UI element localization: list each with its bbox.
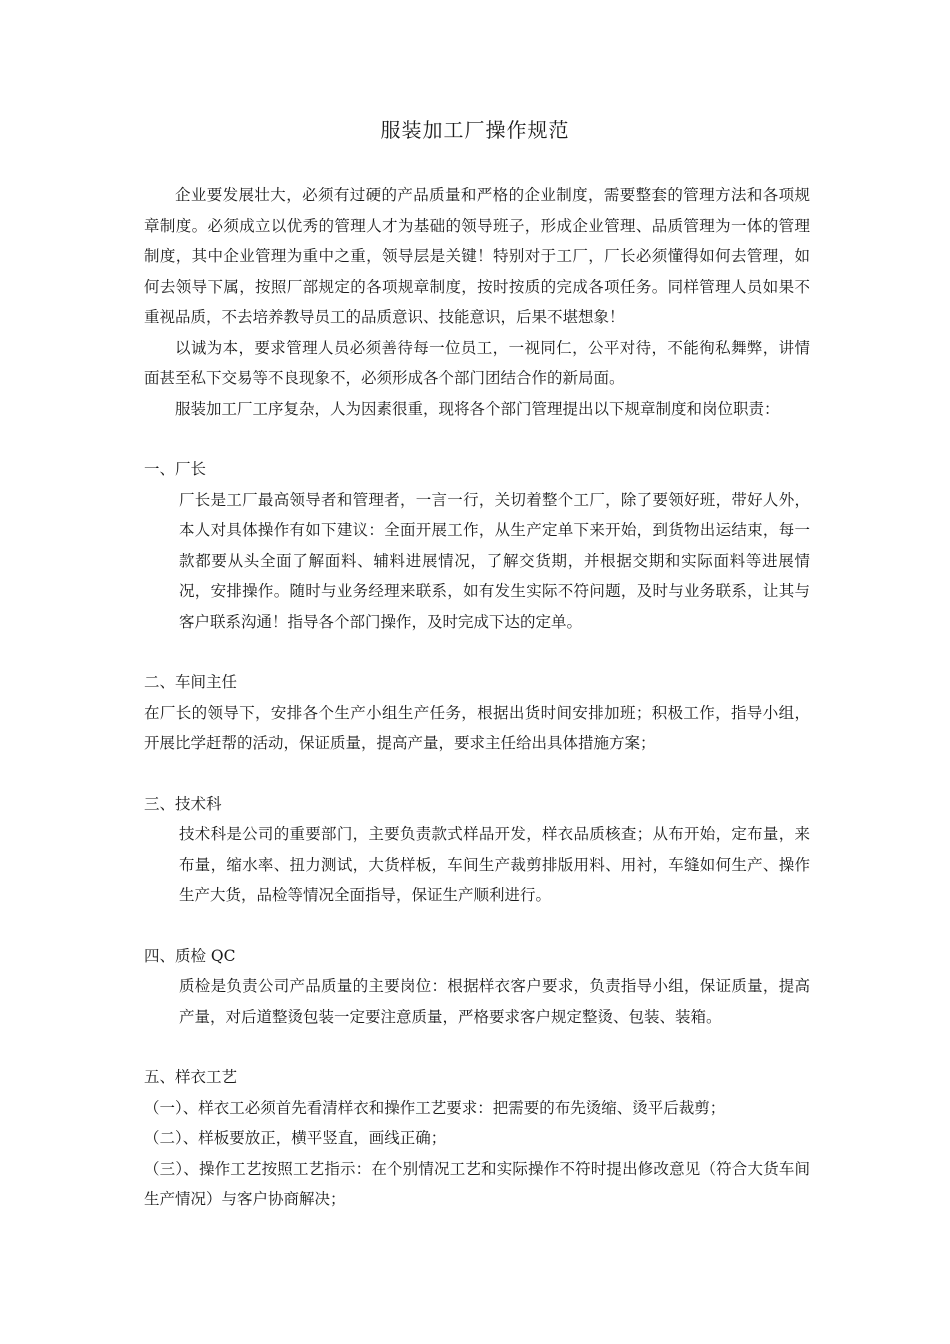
intro-paragraph-2: 以诚为本，要求管理人员必须善待每一位员工，一视同仁，公平对待，不能徇私舞弊，讲情面甚至私下交易等不良现象不，必须形成各个部门团结合作的新局面。: [144, 338, 810, 387]
intro-paragraph-1: 企业要发展壮大，必须有过硬的产品质量和严格的企业制度，需要整套的管理方法和各项规章制度。必须成立以优秀的管理人才为基础的领导班子，形成企业管理、品质管理为一体的管理制度，其中企业管理为重中之重，领导层是关键！特别对于工厂，厂长必须懂得如何去管理，如何去领导下属，按照厂部规定的各项规章制度，按时按质的完成各项任务。同样管理人员如果不重视品质，不去培养教导员工的品质意识、技能意识，后果不堪想象！: [144, 186, 810, 326]
section-heading-qc: 四、质检 QC: [144, 946, 236, 965]
document-body: [144, 180, 810, 1215]
section-text-qc: 质检是负责公司产品质量的主要岗位：根据样衣客户要求，负责指导小组，保证质量，提高产量，对后道整烫包装一定要注意质量，严格要求客户规定整烫、包装、装箱。: [179, 977, 810, 1026]
section-text-factory-director: 厂长是工厂最高领导者和管理者，一言一行，关切着整个工厂，除了要领好班，带好人外，本人对具体操作有如下建议：全面开展工作，从生产定单下来开始，到货物出运结束，每一款都要从头全面了解面料、辅料进展情况，了解交货期，并根据交期和实际面料等进展情况，安排操作。随时与业务经理来联系，如有发生实际不符问题，及时与业务联系，让其与客户联系沟通！指导各个部门操作，及时完成下达的定单。: [179, 490, 810, 631]
section-heading-factory-director: 一、厂长: [144, 460, 207, 478]
list-item: （一）、样衣工必须首先看清样衣和操作工艺要求：把需要的布先烫缩、烫平后裁剪；: [144, 1098, 726, 1117]
section-heading-workshop-director: 二、车间主任: [144, 673, 238, 691]
intro-paragraph-3: 服装加工厂工序复杂，人为因素很重，现将各个部门管理提出以下规章制度和岗位职责：: [175, 399, 780, 418]
section-heading-sample-process: 五、样衣工艺: [144, 1068, 238, 1086]
section-text-technical-dept: 技术科是公司的重要部门，主要负责款式样品开发，样衣品质核查；从布开始，定布量，来布量，缩水率、扭力测试，大货样板，车间生产裁剪排版用料、用衬，车缝如何生产、操作生产大货，品检等情况全面指导，保证生产顺利进行。: [179, 825, 810, 904]
section-text-workshop-director: 在厂长的领导下，安排各个生产小组生产任务，根据出货时间安排加班；积极工作，指导小组，开展比学赶帮的活动，保证质量，提高产量，要求主任给出具体措施方案；: [144, 703, 810, 752]
section-heading-technical-dept: 三、技术科: [144, 794, 222, 813]
list-item: （三）、操作工艺按照工艺指示：在个别情况工艺和实际操作不符时提出修改意见（符合大货车间生产情况）与客户协商解决；: [144, 1159, 810, 1208]
list-item: （二）、样板要放正，横平竖直，画线正确；: [144, 1129, 447, 1147]
document-title: 服装加工厂操作规范: [380, 118, 570, 142]
